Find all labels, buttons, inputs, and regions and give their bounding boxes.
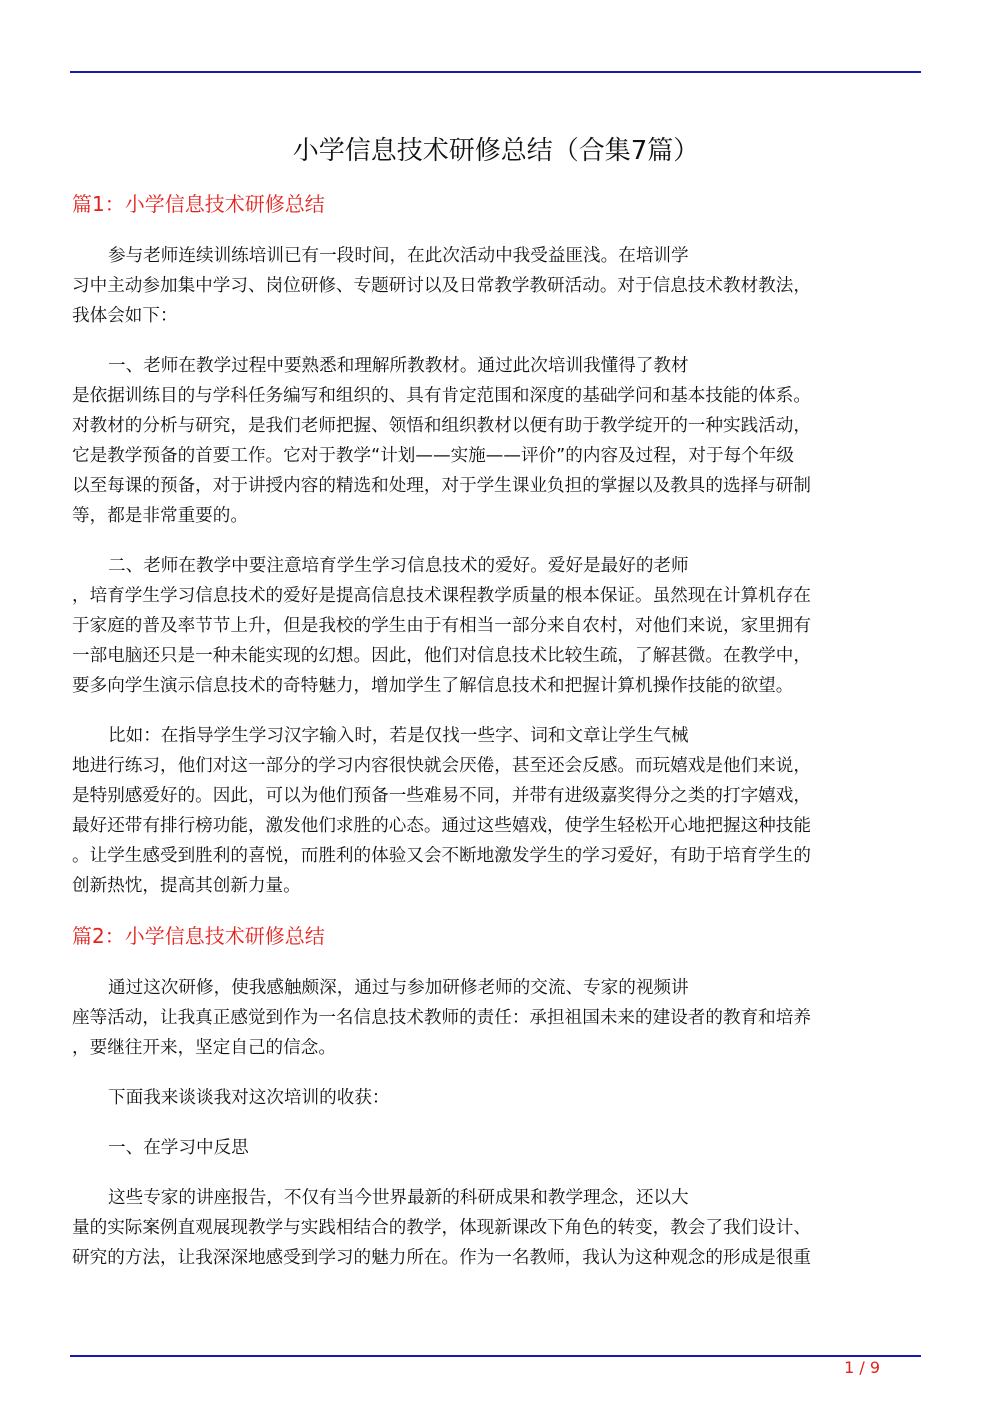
text-line: 于家庭的普及率节节上升，但是我校的学生由于有相当一部分来自农村，对他们来说，家里拥有 <box>72 616 811 636</box>
text-line: 一、老师在教学过程中要熟悉和理解所教教材。通过此次培训我懂得了教材 <box>108 356 689 376</box>
text-line: 习中主动参加集中学习、岗位研修、专题研讨以及日常教学教研活动。对于信息技术教材教法， <box>72 276 811 296</box>
section-heading: 篇1：小学信息技术研修总结 <box>72 192 325 216</box>
paragraph <box>72 721 912 901</box>
text-line: ，要继往开来，坚定自己的信念。 <box>72 1038 336 1058</box>
text-line: 是特别感爱好的。因此，可以为他们预备一些难易不同，并带有进级嘉奖得分之类的打字嬉戏， <box>72 786 811 806</box>
paragraph <box>72 551 912 701</box>
text-line: 我体会如下： <box>72 306 178 326</box>
text-line: 一、在学习中反思 <box>108 1138 249 1158</box>
text-line: 以至每课的预备，对于讲授内容的精选和处理，对于学生课业负担的掌握以及教具的选择与研制 <box>72 476 811 496</box>
text-line: 地进行练习，他们对这一部分的学习内容很快就会厌倦，甚至还会反感。而玩嬉戏是他们来说， <box>72 756 811 776</box>
text-line: 参与老师连续训练培训已有一段时间，在此次活动中我受益匪浅。在培训学 <box>108 246 689 266</box>
text-line: 是依据训练目的与学科任务编写和组织的、具有肯定范围和深度的基础学问和基本技能的体系。 <box>72 386 811 406</box>
paragraph <box>72 973 912 1063</box>
text-line: 等，都是非常重要的。 <box>72 506 248 526</box>
text-line: 。让学生感受到胜利的喜悦，而胜利的体验又会不断地激发学生的学习爱好，有助于培育学生的 <box>72 846 811 866</box>
paragraph <box>72 241 912 331</box>
paragraph <box>72 351 912 531</box>
paragraph <box>72 1133 912 1163</box>
text-line: 一部电脑还只是一种未能实现的幻想。因此，他们对信息技术比较生疏，了解甚微。在教学中， <box>72 646 811 666</box>
page-number: 1 / 9 <box>844 1358 880 1377</box>
text-line: 最好还带有排行榜功能，激发他们求胜的心态。通过这些嬉戏，使学生轻松开心地把握这种技能 <box>72 816 811 836</box>
document-body <box>72 189 912 1293</box>
header-rule <box>70 71 921 73</box>
text-line: 座等活动，让我真正感觉到作为一名信息技术教师的责任：承担祖国未来的建设者的教育和培养 <box>72 1008 811 1028</box>
text-line: 它是教学预备的首要工作。它对于教学“计划——实施——评价”的内容及过程，对于每个年级 <box>72 446 794 466</box>
text-line: 二、老师在教学中要注意培育学生学习信息技术的爱好。爱好是最好的老师 <box>108 556 689 576</box>
text-line: 这些专家的讲座报告，不仅有当今世界最新的科研成果和教学理念，还以大 <box>108 1188 689 1208</box>
document-title: 小学信息技术研修总结（合集7篇） <box>292 136 700 166</box>
text-line: 比如：在指导学生学习汉字输入时，若是仅找一些字、词和文章让学生气械 <box>108 726 689 746</box>
footer-rule <box>70 1355 921 1357</box>
text-line: 通过这次研修，使我感触颇深，通过与参加研修老师的交流、专家的视频讲 <box>108 978 689 998</box>
text-line: 量的实际案例直观展现教学与实践相结合的教学，体现新课改下角色的转变，教会了我们设计、 <box>72 1218 811 1238</box>
paragraph <box>72 1083 912 1113</box>
text-line: ，培育学生学习信息技术的爱好是提高信息技术课程教学质量的根本保证。虽然现在计算机存在 <box>72 586 811 606</box>
paragraph <box>72 1183 912 1273</box>
text-line: 下面我来谈谈我对这次培训的收获： <box>108 1088 390 1108</box>
text-line: 研究的方法，让我深深地感受到学习的魅力所在。作为一名教师，我认为这种观念的形成是很重 <box>72 1248 811 1268</box>
text-line: 要多向学生演示信息技术的奇特魅力，增加学生了解信息技术和把握计算机操作技能的欲望。 <box>72 676 794 696</box>
text-line: 对教材的分析与研究，是我们老师把握、领悟和组织教材以便有助于教学绽开的一种实践活动， <box>72 416 811 436</box>
section-heading: 篇2：小学信息技术研修总结 <box>72 924 325 948</box>
text-line: 创新热忱，提高其创新力量。 <box>72 876 301 896</box>
